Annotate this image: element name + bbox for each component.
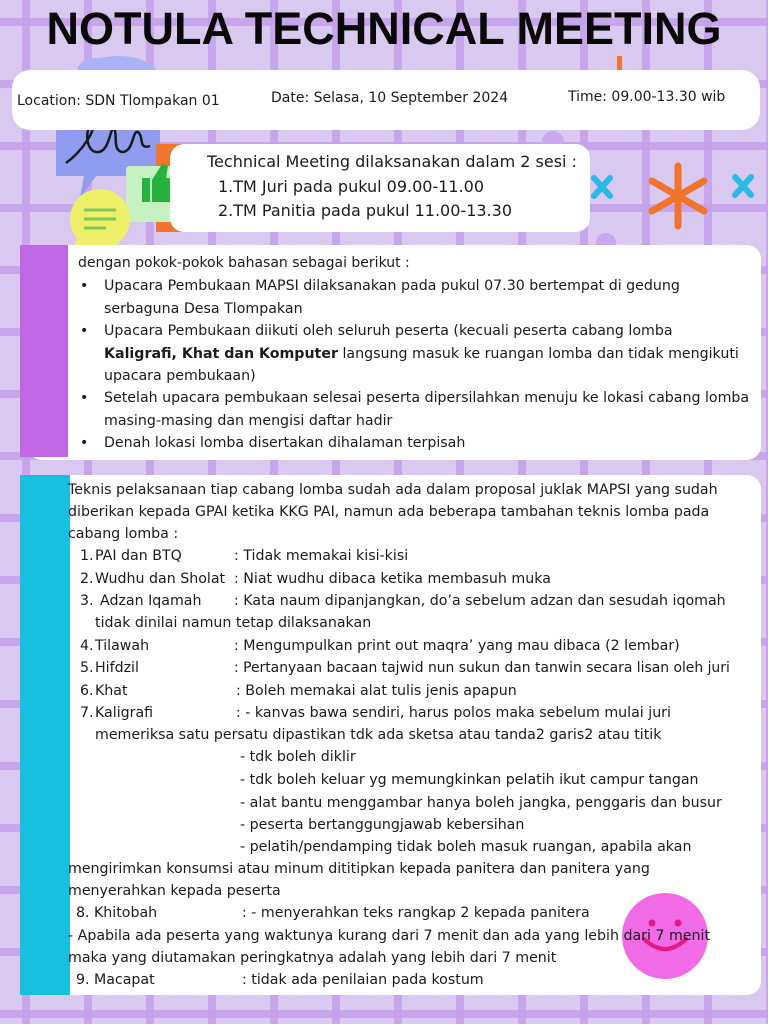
bullet-icon: • (80, 435, 89, 451)
session-intro: Technical Meeting dilaksanakan dalam 2 sesi : (207, 152, 577, 171)
list-item (80, 320, 750, 388)
item-number: 3. (80, 593, 94, 609)
bullet-bold-text: Kaligrafi, Khat dan Komputer (104, 345, 338, 362)
session-number: 2. (218, 201, 234, 220)
sub-point: - tdk boleh diklir (240, 749, 356, 765)
technical-accent-bar (20, 475, 70, 995)
technical-intro: cabang lomba : (68, 526, 179, 542)
item-description: : - menyerahkan teks rangkap 2 kepada panitera (242, 905, 590, 921)
date-text: Date: Selasa, 10 September 2024 (271, 90, 509, 106)
item-number: 7. (80, 705, 94, 721)
item-description: : Tidak memakai kisi-kisi (234, 548, 409, 564)
topics-accent-bar (20, 245, 68, 457)
sub-point-continuation: menyerahkan kepada peserta (68, 883, 281, 899)
item-number: 5. (80, 660, 94, 676)
bullet-text: Denah lokasi lomba disertakan dihalaman terpisah (104, 435, 466, 451)
session-number: 1. (218, 177, 234, 196)
item-number: 2. (80, 571, 94, 587)
orange-star-icon (652, 166, 704, 226)
list-item (80, 387, 750, 432)
item-continuation: memeriksa satu persatu dipastikan tdk ada sketsa atau tanda2 garis2 atau titik (95, 727, 662, 743)
item-description: : - kanvas bawa sendiri, harus polos maka sebelum mulai juri (236, 705, 671, 721)
sub-point: - tdk boleh keluar yg memungkinkan pelatih ikut campur tangan (240, 772, 699, 788)
bullet-icon: • (80, 278, 89, 294)
session-item (218, 177, 484, 196)
item-name: Wudhu dan Sholat (95, 571, 226, 587)
bullet-text-part: langsung masuk ke ruangan lomba dan tidak mengikuti upacara pembukaan) (104, 345, 739, 384)
list-item (80, 275, 750, 320)
bullet-text: Upacara Pembukaan MAPSI dilaksanakan pada pukul 07.30 bertempat di gedung serbaguna Desa Tlompakan (104, 278, 680, 317)
item-number: 1. (80, 548, 94, 564)
item-number: 9. (76, 972, 90, 988)
item-number: 8. (76, 905, 90, 921)
bullet-text (80, 320, 750, 388)
item-name: Adzan Iqamah (100, 593, 202, 609)
item-name: PAI dan BTQ (95, 548, 182, 564)
technical-intro: Teknis pelaksanaan tiap cabang lomba sudah ada dalam proposal juklak MAPSI yang sudah (68, 482, 718, 498)
session-item (218, 201, 512, 220)
session-text: TM Panitia pada pukul 11.00-13.30 (233, 201, 512, 220)
item-description: : tidak ada penilaian pada kostum (242, 972, 484, 988)
item-name: Khat (95, 683, 128, 699)
item-description: : Boleh memakai alat tulis jenis apapun (236, 683, 517, 699)
item-name: Macapat (94, 972, 155, 988)
sub-point: - pelatih/pendamping tidak boleh masuk ruangan, apabila akan (240, 839, 692, 855)
topics-intro: dengan pokok-pokok bahasan sebagai berikut : (78, 255, 410, 271)
item-number: 6. (80, 683, 94, 699)
item-name: Hifdzil (95, 660, 139, 676)
item-name: Kaligrafi (95, 705, 154, 721)
item-name: Khitobah (94, 905, 158, 921)
item-description: : Kata naum dipanjangkan, do’a sebelum adzan dan sesudah iqomah (234, 593, 726, 609)
item-note: maka yang diutamakan peringkatnya adalah yang lebih dari 7 menit (68, 950, 557, 966)
page-title: NOTULA TECHNICAL MEETING (46, 3, 722, 54)
item-number: 4. (80, 638, 94, 654)
location-text: Location: SDN Tlompakan 01 (17, 93, 220, 109)
item-name: Tilawah (95, 638, 150, 654)
session-text: TM Juri pada pukul 09.00-11.00 (233, 177, 485, 196)
item-continuation: tidak dinilai namun tetap dilaksanakan (95, 615, 372, 631)
bullet-text: Setelah upacara pembukaan selesai peserta dipersilahkan menuju ke lokasi cabang lomba masing-masing dan mengisi daftar hadir (104, 390, 750, 429)
sub-point: - peserta bertanggungjawab kebersihan (240, 817, 525, 833)
time-text: Time: 09.00-13.30 wib (568, 89, 726, 105)
item-description: : Pertanyaan bacaan tajwid nun sukun dan tanwin secara lisan oleh juri (234, 660, 730, 676)
bullet-text-part: Upacara Pembukaan diikuti oleh seluruh peserta (kecuali peserta cabang lomba (104, 323, 673, 339)
sub-point-continuation: mengirimkan konsumsi atau minum dititipkan kepada panitera dan panitera yang (68, 861, 650, 877)
item-note: - Apabila ada peserta yang waktunya kurang dari 7 menit dan ada yang lebih dari 7 menit (68, 928, 711, 944)
item-description: : Mengumpulkan print out maqra’ yang mau dibaca (2 lembar) (234, 638, 680, 654)
sub-point: - alat bantu menggambar hanya boleh jangka, penggaris dan busur (240, 795, 722, 811)
technical-intro: diberikan kepada GPAI ketika KKG PAI, namun ada beberapa tambahan teknis lomba pada (68, 504, 710, 520)
bullet-icon: • (80, 323, 89, 339)
item-description: : Niat wudhu dibaca ketika membasuh muka (234, 571, 551, 587)
bullet-icon: • (80, 390, 89, 406)
list-item (80, 432, 750, 455)
